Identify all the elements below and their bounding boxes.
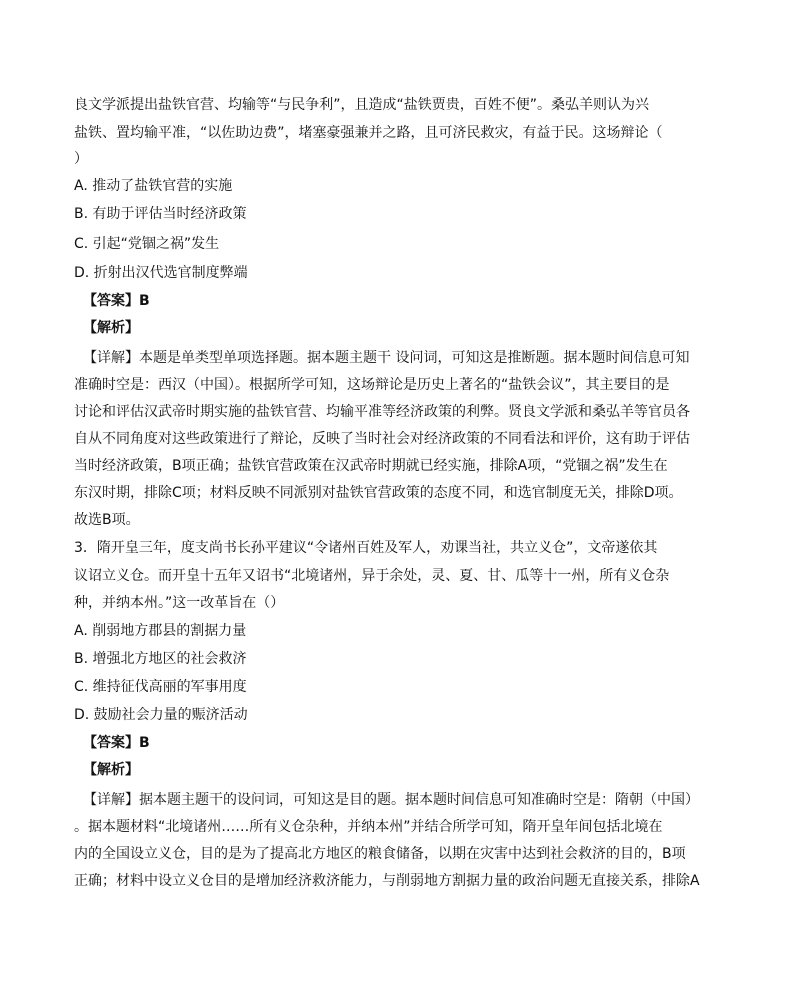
q3-answer: 【答案】B: [83, 735, 150, 751]
q2-stem-line-2: 盐铁、置均输平准，“以佐助边费”，堵塞豪强兼并之路，且可济民救灾，有益于民。这场辩论（: [74, 125, 663, 141]
q2-detail-line-6: 东汉时期，排除C项；材料反映不同派别对盐铁官营政策的态度不同，和选官制度无关，排除D项。: [74, 485, 683, 501]
q3-stem-line-2: 议诏立义仓。而开皇十五年又诏书“北境诸州，异于余处，灵、夏、甘、瓜等十一州，所有义仓杂: [74, 568, 670, 584]
q3-detail-line-3: 内的全国设立义仓，目的是为了提高北方地区的粮食储备，以期在灾害中达到社会救济的目的，B项: [74, 846, 686, 862]
q2-answer: 【答案】B: [83, 293, 150, 309]
q2-detail-line-5: 当时经济政策，B项正确；盐铁官营政策在汉武帝时期就已经实施，排除A项，“党锢之祸”发生在: [74, 458, 668, 474]
q2-option-d: D. 折射出汉代选官制度弊端: [74, 265, 248, 281]
q3-option-d: D. 鼓励社会力量的赈济活动: [74, 707, 248, 723]
q3-analysis-heading: 【解析】: [83, 762, 139, 778]
q3-stem-line-3: 种，并纳本州。”这一改革旨在（）: [74, 595, 285, 611]
q2-detail-line-1: 【详解】本题是单类型单项选择题。据本题主题干 设问词，可知这是推断题。据本题时间信息可知: [83, 350, 690, 366]
q2-option-c: C. 引起“党锢之祸”发生: [74, 236, 220, 252]
q3-detail-line-1: 【详解】据本题主题干的设问词，可知这是目的题。据本题时间信息可知准确时空是：隋朝（中国）: [83, 792, 699, 808]
q2-detail-line-4: 自从不同角度对这些政策进行了辩论，反映了当时社会对经济政策的不同看法和评价，这有助于评估: [74, 431, 690, 447]
q3-option-c: C. 维持征伐高丽的军事用度: [74, 679, 247, 695]
q2-detail-line-7: 故选B项。: [74, 512, 140, 528]
q3-option-a: A. 削弱地方郡县的割据力量: [74, 623, 247, 639]
q2-option-a: A. 推动了盐铁官营的实施: [74, 178, 233, 194]
q2-detail-line-3: 讨论和评估汉武帝时期实施的盐铁官营、均输平准等经济政策的利弊。贤良文学派和桑弘羊等官员各: [74, 404, 690, 420]
q3-option-b: B. 增强北方地区的社会救济: [74, 651, 247, 667]
q2-detail-line-2: 准确时空是：西汉（中国）。根据所学可知，这场辩论是历史上著名的“盐铁会议”，其主要目的是: [74, 377, 670, 393]
q2-option-b: B. 有助于评估当时经济政策: [74, 206, 247, 222]
q2-analysis-heading: 【解析】: [83, 320, 139, 336]
q3-detail-line-4: 正确；材料中设立义仓目的是增加经济救济能力，与削弱地方割据力量的政治问题无直接关系，排除A: [74, 873, 700, 889]
q2-stem-line-1: 良文学派提出盐铁官营、均输等“与民争利”，且造成“盐铁贾贵，百姓不便”。桑弘羊则认为兴: [74, 97, 650, 113]
q3-detail-line-2: 。据本题材料“北境诸州……所有义仓杂种，并纳本州”并结合所学可知，隋开皇年间包括北境在: [74, 819, 663, 835]
q2-stem-line-3: ）: [74, 151, 88, 167]
q3-stem-line-1: 3．隋开皇三年，度支尚书长孙平建议“令诸州百姓及军人，劝课当社，共立义仓”，文帝遂依其: [74, 540, 658, 556]
